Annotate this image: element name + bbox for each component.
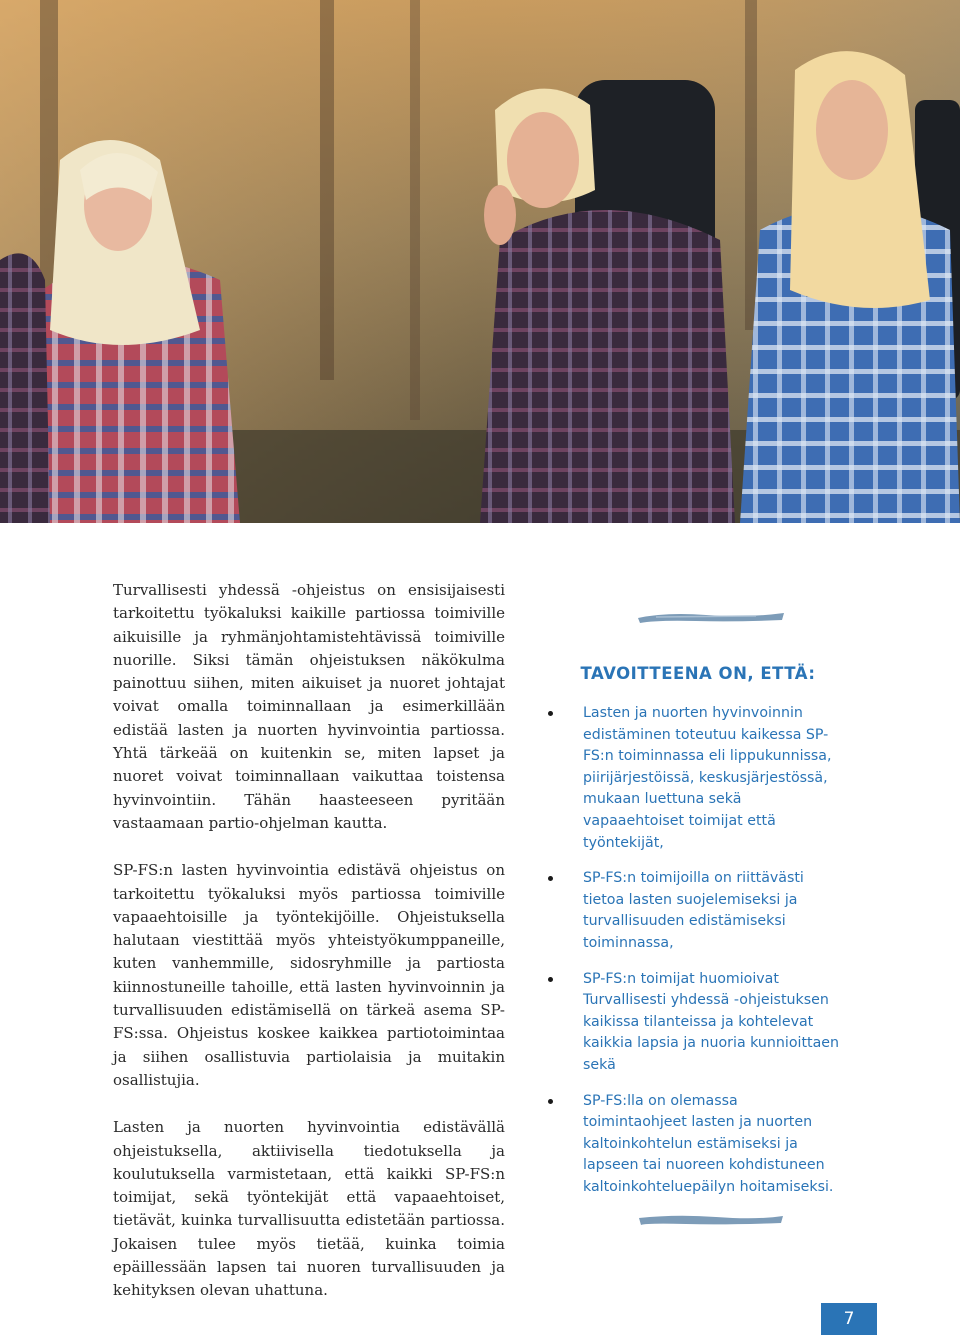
bullet-icon — [548, 711, 553, 716]
goal-item-text: SP-FS:n toimijat huomioivat Turvallisesti yhdessä -ohjeistuksen kaikissa tilanteissa ja kohtelevat kaikkia lapsia ja nuoria kunnioittaen sekä — [583, 970, 840, 1073]
top-brush-stroke — [636, 608, 786, 626]
intro-text-column — [113, 579, 505, 1327]
goals-box — [548, 608, 878, 1228]
hero-photo — [0, 0, 960, 523]
scouts-photo-illustration — [0, 0, 960, 523]
goal-item — [548, 868, 845, 954]
goal-item — [548, 969, 845, 1077]
bullet-icon — [548, 876, 553, 881]
goal-item — [548, 703, 845, 854]
bullet-icon — [548, 977, 553, 982]
intro-paragraph-3: Lasten ja nuorten hyvinvointia edistävällä ohjeistuksella, aktiivisella tiedotuksella ja koulutuksella varmistetaan, että kaikki SP-FS:n toimijat, sekä työntekijät että vapaaehtoiset, tietävät, kuinka turvallisuutta edistetään partiossa. Jokaisen tulee myös tietää, kuinka toimia epäillessään lapsen tai nuoren turvallisuuden ja kehityksen olevan uhattuna. — [113, 1118, 505, 1300]
goal-item — [548, 1091, 845, 1199]
page-number: 7 — [821, 1303, 877, 1335]
bullet-icon — [548, 1099, 553, 1104]
goals-title: TAVOITTEENA ON, ETTÄ: — [580, 664, 816, 683]
bottom-brush-stroke — [636, 1212, 786, 1228]
goal-item-text: SP-FS:n toimijoilla on riittävästi tietoa lasten suojelemiseksi ja turvallisuuden edistämiseksi toiminnassa, — [583, 870, 804, 951]
goal-item-text: Lasten ja nuorten hyvinvoinnin edistäminen toteutuu kaikessa SP-FS:n toiminnassa eli lippukunnissa, piirijärjestöissä, keskusjärjestössä, mukaan luettuna sekä vapaaehtoiset toimijat että työntekijät, — [583, 705, 832, 851]
goals-list — [548, 703, 878, 1198]
goal-item-text: SP-FS:lla on olemassa toimintaohjeet lasten ja nuorten kaltoinkohtelun estämiseksi ja lapseen tai nuoreen kohdistuneen kaltoinkohteluepäilyn hoitamiseksi. — [583, 1092, 834, 1195]
intro-paragraph-1: Turvallisesti yhdessä -ohjeistus on ensisijaisesti tarkoitettu työkaluksi kaikille partiossa toimiville aikuisille ja ryhmänjohtamistehtävissä toimiville nuorille. Siksi tämän ohjeistuksen näkökulma painottuu siihen, miten aikuiset ja nuoret johtajat voivat omalla toiminnallaan ja esimerkillään edistää lasten ja nuorten hyvinvointia partiossa. Yhtä tärkeää on kuitenkin se, miten lapset ja nuoret voivat toiminnallaan vaikuttaa toistensa hyvinvointiin. Tähän haasteeseen pyritään vastaamaan partio-ohjelman kautta. — [113, 581, 505, 832]
intro-paragraph-2: SP-FS:n lasten hyvinvointia edistävä ohjeistus on tarkoitettu työkaluksi myös partiossa toimiville vapaaehtoisille ja työntekijöille. Ohjeistuksella halutaan viestittää myös yhteistyökumppaneille, kuten vanhemmille, sidosryhmille ja partiosta kiinnostuneille tahoille, että lasten hyvinvoinnin ja turvallisuuden edistämisellä on tärkeä asema SP-FS:ssa. Ohjeistus koskee kaikkea partiotoimintaa ja siihen osallistuvia partiolaisia ja muitakin osallistujia. — [113, 861, 505, 1089]
